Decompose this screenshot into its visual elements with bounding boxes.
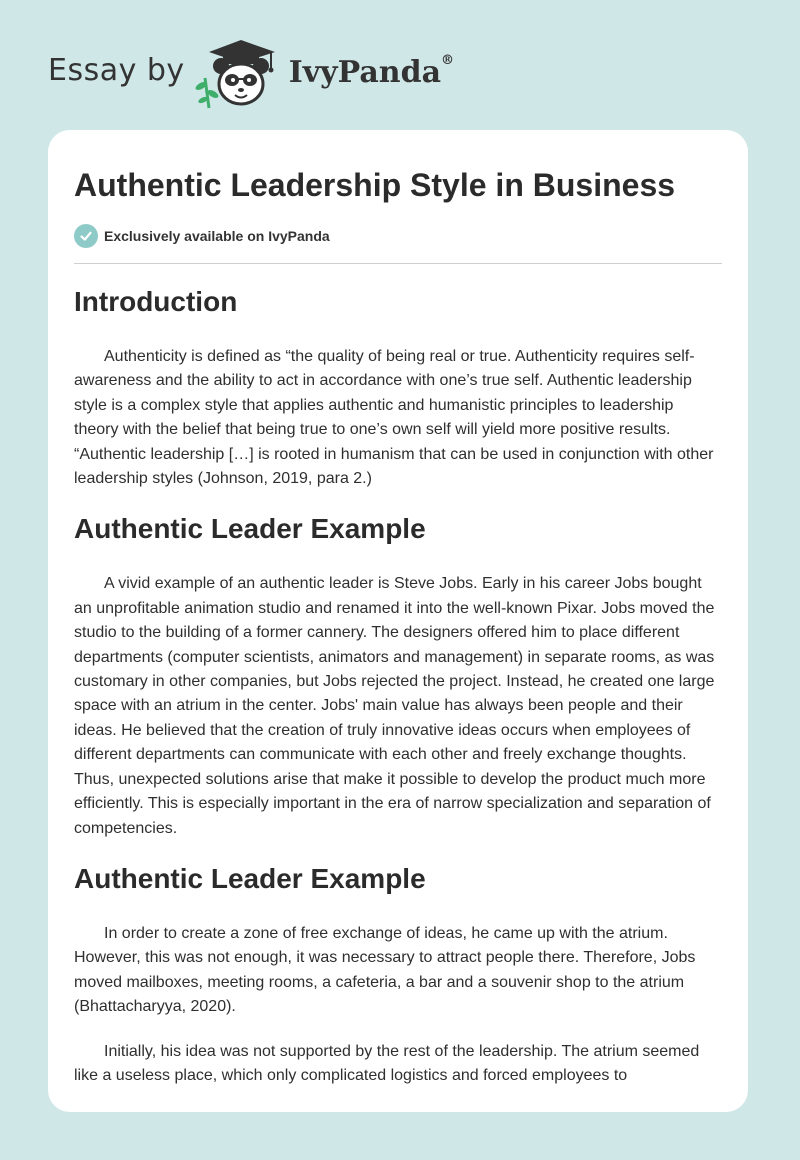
section-heading-authentic-leader-example-2: Authentic Leader Example xyxy=(74,862,426,894)
site-brand[interactable] xyxy=(48,30,454,110)
essay-title: Authentic Leadership Style in Business xyxy=(74,167,676,203)
paragraph: Initially, his idea was not supported by the rest of the leadership. The atrium seemed like a useless place, which only complicated logistics and forced employees to xyxy=(74,1042,700,1084)
essay-card xyxy=(48,130,748,1112)
exclusive-badge xyxy=(74,222,722,250)
exclusive-text: Exclusively available on IvyPanda xyxy=(104,228,330,244)
paragraph: A vivid example of an authentic leader is Steve Jobs. Early in his career Jobs bought an unprofitable animation studio and renamed it into the well-known Pixar. Jobs moved the studio to the building of a former cannery. The designers offered him to place different departments (computer scientists, animators and management) in separate rooms, as was customary in other companies, but Jobs rejected the project. Instead, he created one large space with an atrium in the center. Jobs' main value has always been people and their ideas. He believed that the creation of truly innovative ideas occurs when employees of different departments can communicate with each other and freely exchange thoughts. Thus, unexpected solutions arise that make it possible to develop the product much more efficiently. This is especially important in the era of narrow specialization and separation of competencies. xyxy=(74,575,715,837)
section-heading-authentic-leader-example: Authentic Leader Example xyxy=(74,513,426,545)
paragraph: Authenticity is defined as “the quality of being real or true. Authenticity requires self-awareness and the ability to act in accordance with one’s true self. Authentic leadership style is a complex style that applies authentic and humanistic principles to leadership theory with the belief that being true to one’s own self will yield more positive results. “Authentic leadership […] is rooted in humanism that can be used in conjunction with other leadership styles (Johnson, 2019, para 2.) xyxy=(74,348,714,488)
brand-name: IvyPanda® xyxy=(288,52,455,90)
paragraph: In order to create a zone of free exchange of ideas, he came up with the atrium. However, this was not enough, it was necessary to attract people there. Therefore, Jobs moved mailboxes, meeting rooms, a cafeteria, a bar and a souvenir shop to the atrium (Bhattacharyya, 2020). xyxy=(74,924,696,1016)
check-icon xyxy=(74,224,98,248)
brand-prefix: Essay by xyxy=(48,52,185,88)
brand-registered-mark: ® xyxy=(441,52,455,68)
section-heading-introduction: Introduction xyxy=(74,286,238,317)
panda-logo-icon xyxy=(195,30,287,110)
divider xyxy=(74,263,722,264)
